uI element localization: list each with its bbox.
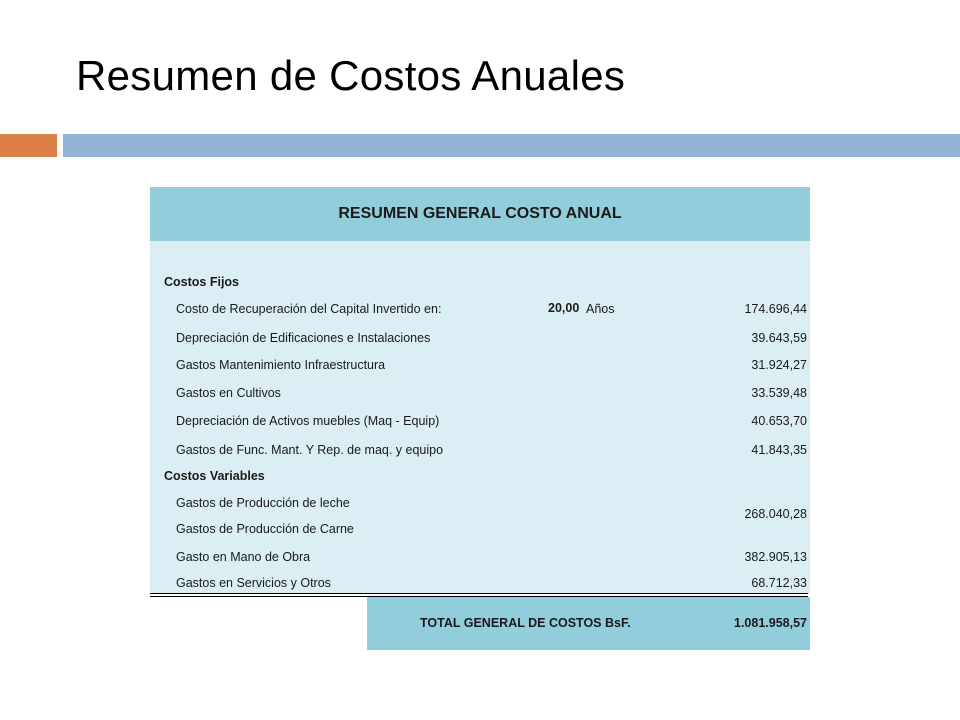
row-label: Depreciación de Activos muebles (Maq - Equip) <box>176 414 440 428</box>
total-value: 1.081.958,57 <box>734 616 807 630</box>
table-row <box>150 298 810 324</box>
double-rule-top <box>150 593 808 594</box>
row-label: Gastos de Producción de Carne <box>176 522 354 536</box>
table-row <box>150 572 810 598</box>
section-label-fixed: Costos Fijos <box>164 275 240 289</box>
table-row <box>150 492 810 518</box>
table-row <box>150 410 810 436</box>
table-row <box>150 354 810 380</box>
table-header: RESUMEN GENERAL COSTO ANUAL <box>150 187 810 241</box>
table-row <box>150 518 810 544</box>
section-row-fixed <box>150 271 810 297</box>
row-amount: 68.712,33 <box>751 576 807 590</box>
section-row-variable <box>150 465 810 491</box>
years-value: 20,00 <box>548 301 580 315</box>
row-label: Costo de Recuperación del Capital Invertido en: <box>176 302 442 316</box>
accent-bar-blue <box>63 134 960 157</box>
row-amount: 382.905,13 <box>744 550 807 564</box>
total-label: TOTAL GENERAL DE COSTOS BsF. <box>420 616 631 630</box>
table-row <box>150 382 810 408</box>
production-amount: 268.040,28 <box>744 507 807 521</box>
row-label: Gasto en Mano de Obra <box>176 550 311 564</box>
row-label: Gastos en Cultivos <box>176 386 281 400</box>
row-label: Gastos Mantenimiento Infraestructura <box>176 358 386 372</box>
row-amount: 39.643,59 <box>751 331 807 345</box>
table-row <box>150 439 810 465</box>
cost-summary-table <box>150 187 810 594</box>
row-label: Gastos de Func. Mant. Y Rep. de maq. y equipo <box>176 443 444 457</box>
row-amount: 31.924,27 <box>751 358 807 372</box>
years-unit: Años <box>586 302 615 316</box>
row-amount: 174.696,44 <box>744 302 807 316</box>
table-row <box>150 327 810 353</box>
total-row <box>367 597 810 650</box>
row-amount: 40.653,70 <box>751 414 807 428</box>
row-amount: 41.843,35 <box>751 443 807 457</box>
slide-title: Resumen de Costos Anuales <box>76 52 626 99</box>
section-label-variable: Costos Variables <box>164 469 265 483</box>
accent-bar-orange <box>0 134 57 157</box>
row-label: Depreciación de Edificaciones e Instalaciones <box>176 331 431 345</box>
row-amount: 33.539,48 <box>751 386 807 400</box>
table-row <box>150 546 810 572</box>
row-label: Gastos de Producción de leche <box>176 496 350 510</box>
row-label: Gastos en Servicios y Otros <box>176 576 331 590</box>
